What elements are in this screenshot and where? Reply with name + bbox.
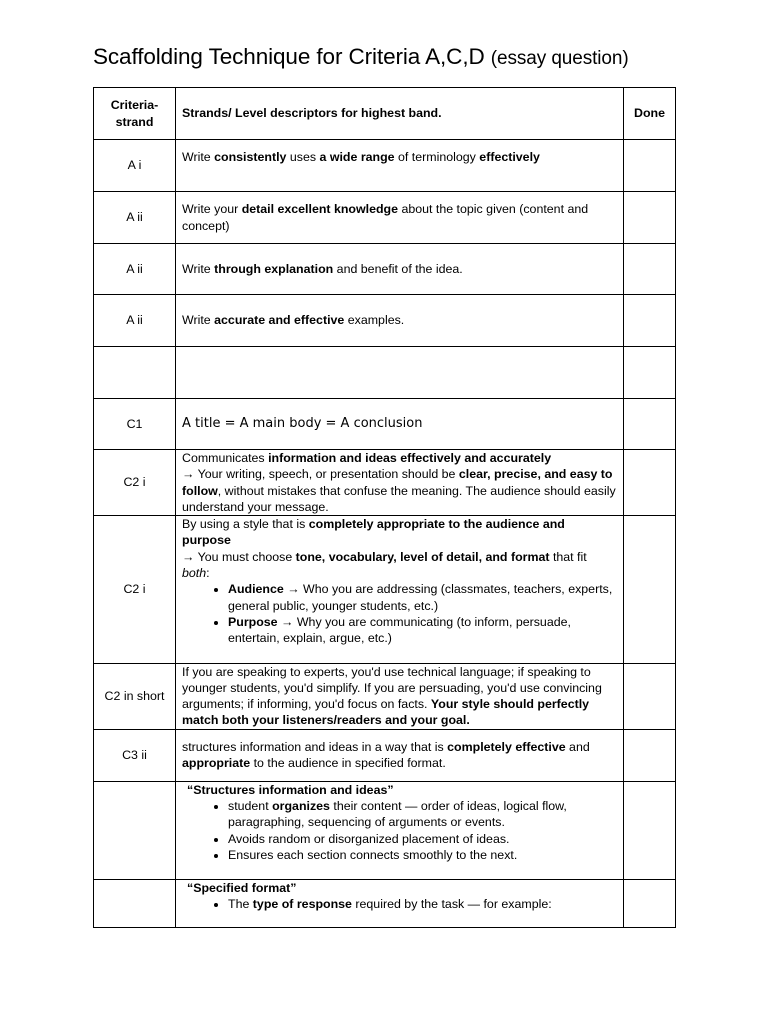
header-criteria-strand: Criteria- strand <box>94 88 176 140</box>
table-row <box>94 781 676 879</box>
table-row <box>94 879 676 927</box>
done-cell[interactable] <box>624 729 676 781</box>
descriptor-cell: Write accurate and effective examples. <box>176 295 624 347</box>
done-cell[interactable] <box>624 244 676 295</box>
section-heading: “Specified format” <box>187 880 297 895</box>
table-header-row <box>94 88 676 140</box>
done-cell[interactable] <box>624 140 676 192</box>
list-item: • Ensures each section connects smoothly to the next. <box>228 847 617 863</box>
title-subtitle: (essay question) <box>490 48 629 69</box>
bullet-list <box>182 798 617 863</box>
table-row-empty <box>94 347 676 399</box>
list-item: • student organizes their content — order of ideas, logical flow, paragraphing, sequencing of arguments or events. <box>228 798 617 831</box>
strand-cell: C2 in short <box>94 663 176 729</box>
strand-cell: C2 i <box>94 450 176 516</box>
descriptor-cell: structures information and ideas in a way that is completely effective and appropriate to the audience in specified format. <box>176 729 624 781</box>
done-cell[interactable] <box>624 663 676 729</box>
done-cell[interactable] <box>624 516 676 663</box>
table-row <box>94 140 676 192</box>
table-row <box>94 663 676 729</box>
descriptor-cell <box>176 347 624 399</box>
strand-cell: A ii <box>94 244 176 295</box>
done-cell[interactable] <box>624 781 676 879</box>
strand-cell: A ii <box>94 192 176 244</box>
table-row <box>94 450 676 516</box>
done-cell[interactable] <box>624 347 676 399</box>
list-item: • The type of response required by the task — for example: <box>228 896 617 912</box>
bullet-list <box>182 581 617 646</box>
strand-cell: A ii <box>94 295 176 347</box>
header-done: Done <box>624 88 676 140</box>
table-row <box>94 399 676 450</box>
done-cell[interactable] <box>624 879 676 927</box>
strand-cell: C1 <box>94 399 176 450</box>
header-level-descriptors: Strands/ Level descriptors for highest band. <box>176 88 624 140</box>
table-row <box>94 295 676 347</box>
table-row <box>94 516 676 663</box>
descriptor-cell: Write through explanation and benefit of the idea. <box>176 244 624 295</box>
list-item: • Purpose → Why you are communicating (to inform, persuade, entertain, explain, argue, etc.) <box>228 614 617 647</box>
list-item: • Audience → Who you are addressing (classmates, teachers, experts, general public, younger students, etc.) <box>228 581 617 614</box>
strand-cell <box>94 879 176 927</box>
table-row <box>94 244 676 295</box>
descriptor-cell: By using a style that is completely appropriate to the audience and purpose → You must choose tone, vocabulary, level of detail, and format that fit both: • Audience → Who you are addressing (classmates, teachers, experts, general public, younger students, etc.) • Purpose → Why you are communicating (to inform, persuade, entertain, explain, argue, etc.) <box>176 516 624 663</box>
descriptor-cell: Communicates information and ideas effectively and accurately → Your writing, speech, or presentation should be clear, precise, and easy to follow, without mistakes that confuse the meaning. The audience should easily understand your message. <box>176 450 624 516</box>
bullet-list <box>182 896 617 912</box>
table-row <box>94 729 676 781</box>
document-title <box>93 44 629 70</box>
table-row <box>94 192 676 244</box>
section-heading: “Structures information and ideas” <box>187 782 394 797</box>
strand-cell: A i <box>94 140 176 192</box>
list-item: • Avoids random or disorganized placement of ideas. <box>228 831 617 847</box>
descriptor-cell <box>176 879 624 927</box>
strand-cell: C3 ii <box>94 729 176 781</box>
strand-cell <box>94 781 176 879</box>
descriptor-cell: Write your detail excellent knowledge about the topic given (content and concept) <box>176 192 624 244</box>
descriptor-cell: If you are speaking to experts, you'd use technical language; if speaking to younger students, you'd simplify. If you are persuading, you'd use convincing arguments; if informing, you'd focus on facts. Your style should perfectly match both your listeners/readers and your goal. <box>176 663 624 729</box>
done-cell[interactable] <box>624 399 676 450</box>
descriptor-cell <box>176 781 624 879</box>
descriptor-cell: A title = A main body = A conclusion <box>176 399 624 450</box>
descriptor-cell: Write consistently uses a wide range of terminology effectively <box>176 140 624 192</box>
done-cell[interactable] <box>624 192 676 244</box>
title-main: Scaffolding Technique for Criteria A,C,D <box>93 44 491 69</box>
done-cell[interactable] <box>624 450 676 516</box>
done-cell[interactable] <box>624 295 676 347</box>
criteria-table <box>93 87 676 928</box>
strand-cell <box>94 347 176 399</box>
strand-cell: C2 i <box>94 516 176 663</box>
